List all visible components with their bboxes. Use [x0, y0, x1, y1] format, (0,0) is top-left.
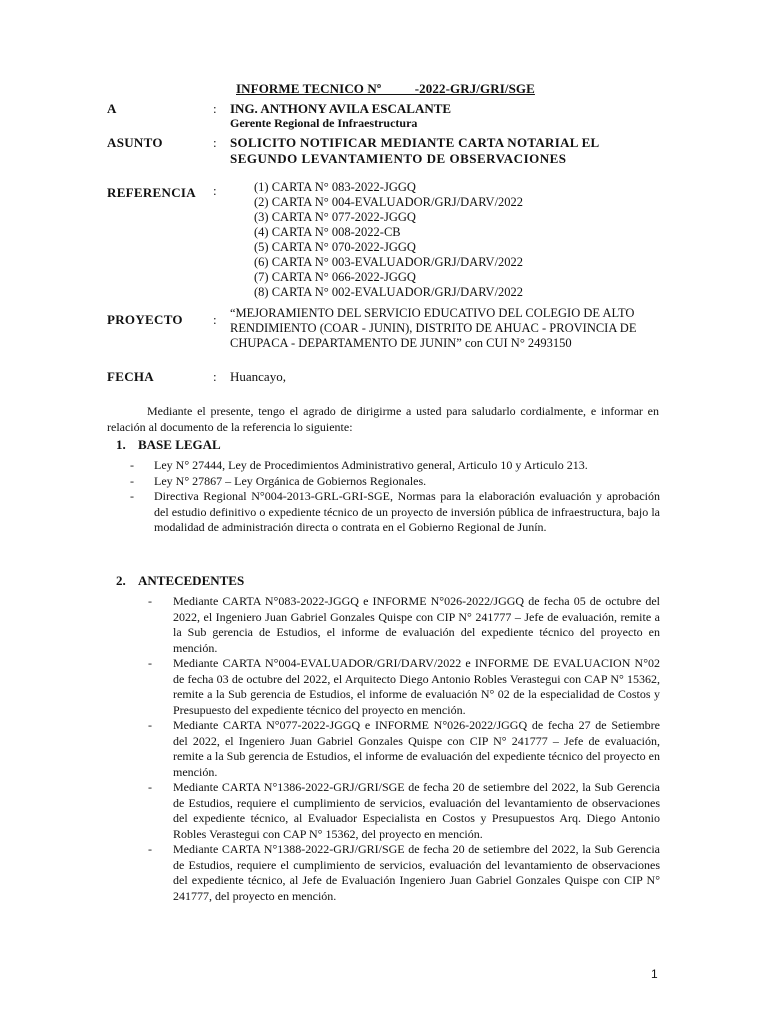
list-item	[148, 718, 660, 780]
project-text: “MEJORAMIENTO DEL SERVICIO EDUCATIVO DEL COLEGIO DE ALTO RENDIMIENTO (COAR - JUNIN), DISTRITO DE AHUAC - PROVINCIA DE CHUPACA - DEPARTAMENTO DE JUNIN” con CUI N° 2493150	[230, 306, 637, 350]
antecedentes-list	[148, 594, 660, 904]
list-item-text: Directiva Regional N°004-2013-GRL-GRI-SGE, Normas para la elaboración evaluación y aprobación del estudio definitivo o expediente técnico de un proyecto de inversión pública de infraestructura, bajo la modalidad de administración directa o contrata en el Gobierno Regional de Junín.	[154, 489, 660, 534]
list-item-text: Ley N° 27867 – Ley Orgánica de Gobiernos Regionales.	[154, 473, 427, 488]
bullet-dash: -	[148, 594, 152, 608]
bullet-dash: -	[130, 473, 134, 488]
bullet-dash: -	[148, 656, 152, 670]
section-number: 2.	[116, 573, 126, 588]
list-item-text: Mediante CARTA N°077-2022-JGGQ e INFORME N°026-2022/JGGQ de fecha 27 de Setiembre del 2022, el Ingeniero Juan Gabriel Gonzales Quispe con CIP N° 241777 – Jefe de evaluación, remite a la Sub gerencia de Estudios, el informe de evaluación del expediente técnico del proyecto en mención.	[173, 718, 660, 779]
list-item-text: Mediante CARTA N°004-EVALUADOR/GRI/DARV/2022 e INFORME DE EVALUACION N°02 de fecha 03 de octubre del 2022, el Arquitecto Diego Antonio Robles Verastegui con CAP N° 15362, remite a la Sub gerencia de Estudios, el informe de evaluación N° 02 de la especialidad de Costos y Presupuesto del expediente técnico del proyecto en mención.	[173, 656, 660, 717]
list-item	[148, 780, 660, 842]
date-label: FECHA	[107, 369, 154, 384]
section-number: 1.	[116, 437, 126, 452]
list-item-text: Ley N° 27444, Ley de Procedimientos Administrativo general, Articulo 10 y Articulo 213.	[154, 458, 588, 472]
report-title: INFORME TECNICO Nº -2022-GRJ/GRI/SGE	[236, 81, 535, 96]
subject-line-1: SOLICITO NOTIFICAR MEDIANTE CARTA NOTARIAL EL	[230, 135, 600, 150]
reference-item: (1) CARTA N° 083-2022-JGGQ	[254, 180, 416, 194]
reference-list	[254, 180, 523, 300]
list-item	[130, 458, 660, 474]
bullet-dash: -	[130, 489, 134, 503]
reference-item: (7) CARTA N° 066-2022-JGGQ	[254, 270, 416, 284]
page-number: 1	[651, 967, 658, 981]
list-item-text: Mediante CARTA N°1386-2022-GRJ/GRI/SGE de fecha 20 de setiembre del 2022, la Sub Gerencia de Estudios, requiere el cumplimiento de servicios, evaluación del levantamiento de observaciones del expediente técnico, al Evaluador Especialista en Costos y Presupuestos Arq. Diego Antonio Robles Verastegui con CAP N° 15362, del proyecto en mención.	[173, 780, 660, 841]
subject-label: ASUNTO	[107, 135, 163, 150]
reference-label: REFERENCIA	[107, 185, 196, 200]
section-antecedentes-heading	[116, 573, 244, 589]
to-role: Gerente Regional de Infraestructura	[230, 116, 418, 130]
list-item	[148, 656, 660, 718]
list-item	[148, 594, 660, 656]
reference-item: (2) CARTA N° 004-EVALUADOR/GRJ/DARV/2022	[254, 195, 524, 209]
reference-item: (8) CARTA N° 002-EVALUADOR/GRJ/DARV/2022	[254, 285, 524, 299]
list-item	[130, 489, 660, 536]
bullet-dash: -	[148, 718, 152, 732]
reference-colon: :	[213, 183, 217, 198]
project-colon: :	[213, 312, 217, 327]
reference-item: (6) CARTA N° 003-EVALUADOR/GRJ/DARV/2022	[254, 255, 524, 269]
bullet-dash: -	[148, 842, 152, 856]
list-item-text: Mediante CARTA N°1388-2022-GRJ/GRI/SGE de fecha 20 de setiembre del 2022, la Sub Gerencia de Estudios, requiere el cumplimiento de servicios, evaluación del levantamiento de observaciones del expediente técnico, al Jefe de Evaluación Ingeniero Juan Gabriel Gonzales Quispe con CIP N° 241777, del proyecto en mención.	[173, 842, 660, 903]
bullet-dash: -	[130, 458, 134, 472]
list-item	[148, 842, 660, 904]
section-base-legal-heading	[116, 437, 221, 453]
intro-paragraph: Mediante el presente, tengo el agrado de dirigirme a usted para saludarlo cordialmente, e informar en relación al documento de la referencia lo siguiente:	[107, 404, 659, 434]
subject-line-2: SEGUNDO LEVANTAMIENTO DE OBSERVACIONES	[230, 151, 567, 166]
to-name: ING. ANTHONY AVILA ESCALANTE	[230, 101, 452, 116]
project-label: PROYECTO	[107, 312, 183, 327]
reference-item: (3) CARTA N° 077-2022-JGGQ	[254, 210, 416, 224]
bullet-dash: -	[148, 780, 152, 794]
date-colon: :	[213, 369, 217, 384]
date-value: Huancayo,	[230, 369, 286, 384]
list-item	[130, 474, 660, 490]
section-title: BASE LEGAL	[138, 437, 221, 452]
list-item-text: Mediante CARTA N°083-2022-JGGQ e INFORME N°026-2022/JGGQ de fecha 05 de octubre del 2022, el Ingeniero Juan Gabriel Gonzales Quispe con CIP N° 241777 – Jefe de evaluación, remite a la Sub gerencia de Estudios, el informe de evaluación del expediente técnico del proyecto en mención.	[173, 594, 660, 655]
reference-item: (5) CARTA N° 070-2022-JGGQ	[254, 240, 416, 254]
to-colon: :	[213, 101, 217, 116]
to-label: A	[107, 101, 117, 116]
subject-colon: :	[213, 135, 217, 150]
section-title: ANTECEDENTES	[138, 573, 245, 588]
base-legal-list	[130, 458, 660, 536]
reference-item: (4) CARTA N° 008-2022-CB	[254, 225, 401, 239]
